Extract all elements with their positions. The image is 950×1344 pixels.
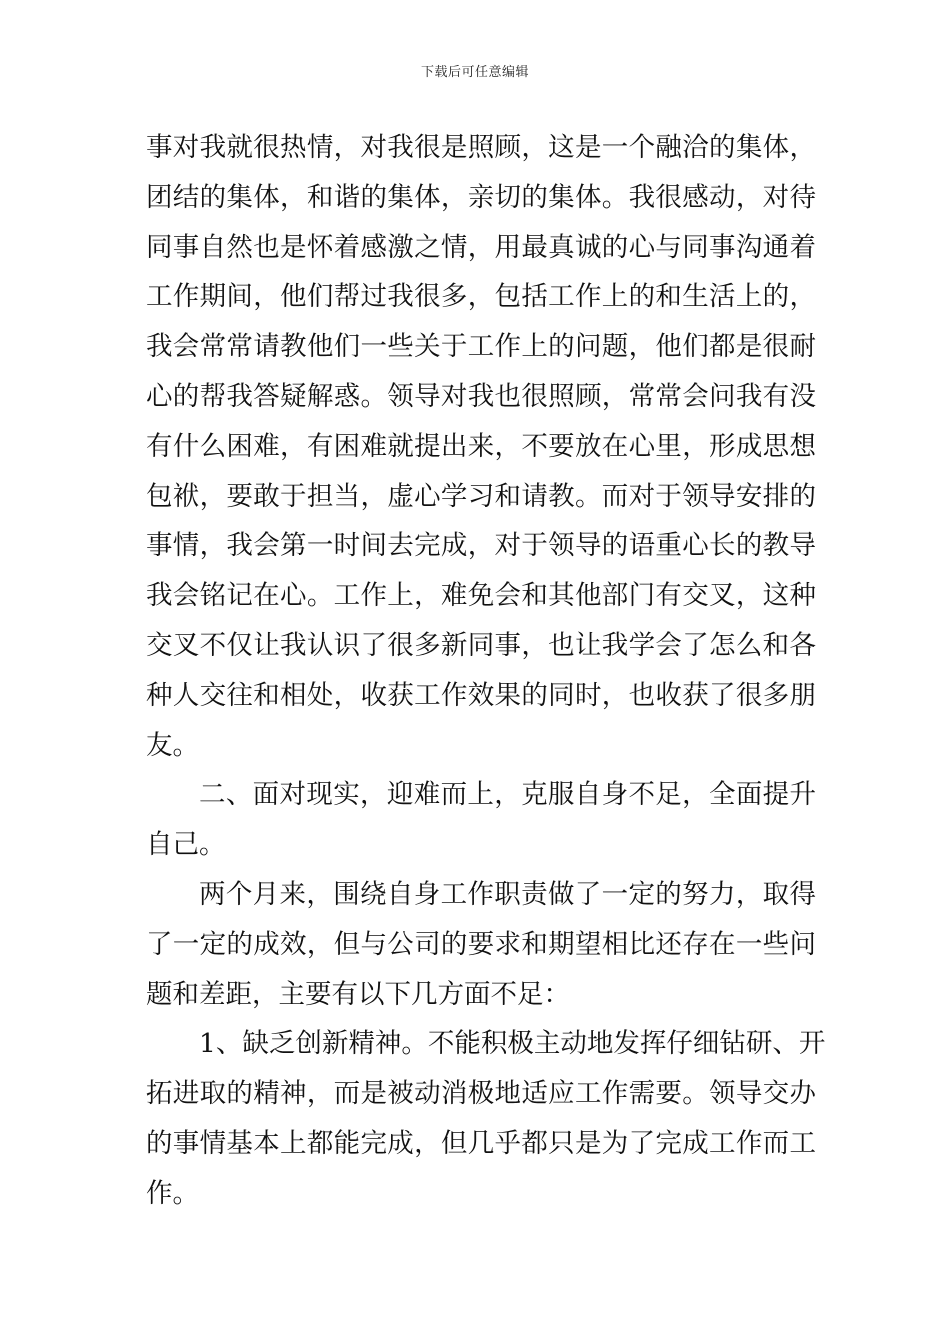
text-line: 两个月来，围绕自身工作职责做了一定的努力，取得 [199,878,816,910]
text-line: 拓进取的精神，而是被动消极地适应工作需要。领导交办 [146,1078,816,1110]
text-line: 事情，我会第一时间去完成，对于领导的语重心长的教导 [146,530,816,562]
page-header: 下载后可任意编辑 [420,65,529,80]
text-line: 自己。 [146,829,226,861]
text-line: 题和差距，主要有以下几方面不足： [146,978,570,1010]
text-line: 心的帮我答疑解惑。领导对我也很照顾，常常会问我有没 [146,380,816,412]
text-line: 团结的集体，和谐的集体，亲切的集体。我很感动，对待 [146,181,816,213]
text-line: 工作期间，他们帮过我很多，包括工作上的和生活上的， [146,281,816,313]
text-line: 事对我就很热情，对我很是照顾，这是一个融洽的集体， [146,132,816,163]
text-line: 我会常常请教他们一些关于工作上的问题，他们都是很耐 [146,331,816,363]
text-line: 交叉不仅让我认识了很多新同事，也让我学会了怎么和各 [146,629,816,661]
text-line: 的事情基本上都能完成，但几乎都只是为了完成工作而工 [146,1127,816,1159]
text-line: 了一定的成效，但与公司的要求和期望相比还存在一些问 [146,928,816,960]
text-line: 有什么困难，有困难就提出来，不要放在心里，形成思想 [146,430,816,462]
text-line: 种人交往和相处，收获工作效果的同时，也收获了很多朋 [146,679,816,711]
text-line: 1、缺乏创新精神。不能积极主动地发挥仔细钻研、开 [199,1028,826,1060]
text-line: 友。 [146,729,199,761]
text-line: 同事自然也是怀着感激之情，用最真诚的心与同事沟通着 [146,231,816,263]
document-body [146,123,826,1219]
text-line: 作。 [146,1177,199,1209]
text-line: 我会铭记在心。工作上，难免会和其他部门有交叉，这种 [146,580,816,612]
text-line: 包袱，要敢于担当，虚心学习和请教。而对于领导安排的 [146,480,816,512]
text-line: 二、面对现实，迎难而上，克服自身不足，全面提升 [199,779,816,811]
